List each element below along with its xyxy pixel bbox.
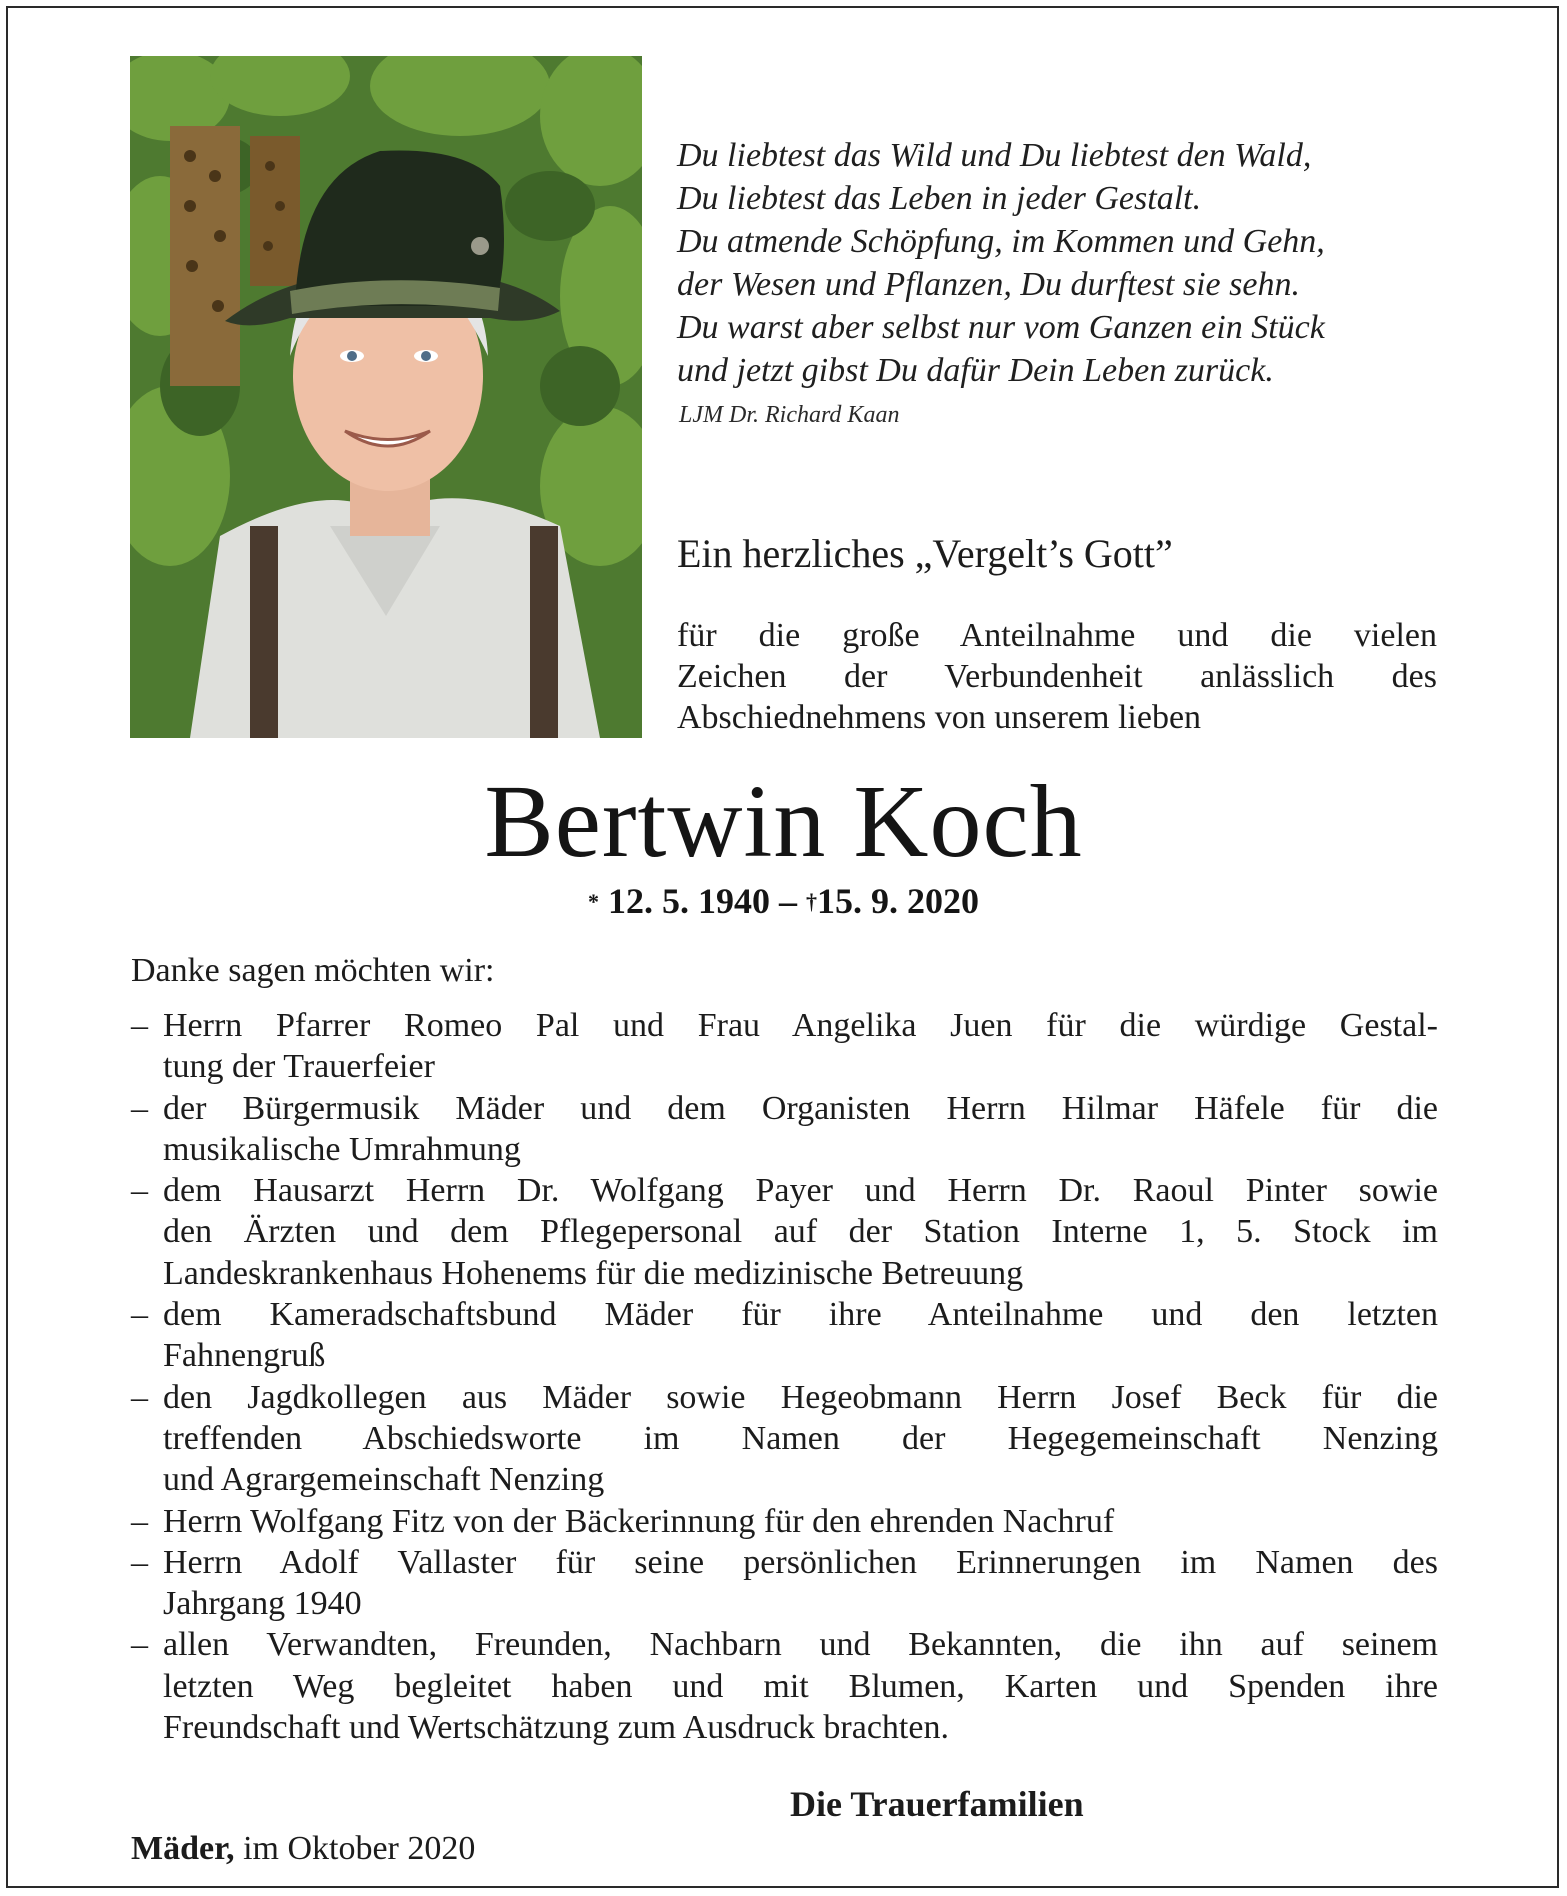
list-dash: – (131, 1378, 148, 1416)
birth-symbol: * (588, 889, 599, 914)
poem-line: Du liebtest das Leben in jeder Gestalt. (677, 180, 1202, 217)
list-item-line: letzten Weg begleitet haben und mit Blumen, Karten und Spenden ihre (163, 1667, 1438, 1705)
list-item-line: Herrn Pfarrer Romeo Pal und Frau Angelika Juen für die würdige Gestal- (163, 1007, 1438, 1044)
list-item-line: allen Verwandten, Freunden, Nachbarn und Bekannten, die ihn auf seinem (163, 1626, 1438, 1664)
thanks-heading: Danke sagen möchten wir: (131, 952, 495, 989)
intro-line: für die große Anteilnahme und die vielen (677, 617, 1437, 654)
place-date-text: im Oktober 2020 (243, 1830, 476, 1867)
poem-line: und jetzt gibst Du dafür Dein Leben zurück. (677, 352, 1274, 389)
poem-line: Du liebtest das Wild und Du liebtest den Wald, (677, 137, 1312, 174)
intro-line: Zeichen der Verbundenheit anlässlich des (677, 658, 1437, 695)
birth-date: 12. 5. 1940 (608, 881, 770, 921)
list-item-line: dem Kameradschaftsbund Mäder für ihre Anteilnahme und den letzten (163, 1296, 1438, 1334)
thanks-list (131, 1005, 1438, 1748)
list-item (131, 1501, 1438, 1542)
poem-line: Du atmende Schöpfung, im Kommen und Gehn, (677, 223, 1325, 260)
list-item (131, 1088, 1438, 1171)
list-item-line: den Ärzten und dem Pflegepersonal auf der Station Interne 1, 5. Stock im (163, 1213, 1438, 1251)
date-separator: – (779, 881, 797, 921)
list-dash: – (131, 1626, 148, 1664)
list-item (131, 1542, 1438, 1625)
list-dash: – (131, 1296, 148, 1334)
place-town: Mäder, (131, 1830, 235, 1867)
list-item-line: den Jagdkollegen aus Mäder sowie Hegeobmann Herrn Josef Beck für die (163, 1378, 1438, 1416)
intro-text (677, 615, 1437, 738)
deceased-name: Bertwin Koch (484, 764, 1083, 879)
list-dash: – (131, 1543, 148, 1581)
list-item-line: Jahrgang 1940 (163, 1585, 362, 1623)
list-item-line: Landeskrankenhaus Hohenems für die medizinische Betreuung (163, 1254, 1024, 1292)
place-date (131, 1830, 475, 1868)
poem (677, 134, 1457, 392)
poem-line: der Wesen und Pflanzen, Du durftest sie sehn. (677, 266, 1300, 303)
thank-you-heading: Ein herzliches „Vergelt’s Gott” (677, 531, 1173, 576)
list-item-line: treffenden Abschiedsworte im Namen der Hegegemeinschaft Nenzing (163, 1419, 1438, 1457)
list-item-line: Fahnengruß (163, 1337, 326, 1375)
list-item-line: Herrn Wolfgang Fitz von der Bäckerinnung für den ehrenden Nachruf (163, 1502, 1115, 1540)
list-item-line: musikalische Umrahmung (163, 1130, 521, 1168)
list-item (131, 1294, 1438, 1377)
list-item (131, 1170, 1438, 1294)
signoff: Die Trauerfamilien (790, 1784, 1084, 1824)
list-item-line: dem Hausarzt Herrn Dr. Wolfgang Payer und Herrn Dr. Raoul Pinter sowie (163, 1172, 1438, 1210)
list-item-line: und Agrargemeinschaft Nenzing (163, 1461, 605, 1499)
list-item (131, 1377, 1438, 1501)
death-symbol: † (806, 889, 817, 914)
list-dash: – (131, 1007, 148, 1044)
list-dash: – (131, 1502, 148, 1540)
death-date: 15. 9. 2020 (817, 881, 979, 921)
portrait-photo (130, 56, 642, 738)
list-dash: – (131, 1089, 148, 1127)
intro-line: Abschiednehmens von unserem lieben (677, 699, 1202, 736)
list-dash: – (131, 1172, 148, 1210)
list-item-line: tung der Trauerfeier (163, 1048, 435, 1086)
list-item (131, 1005, 1438, 1088)
life-dates (0, 880, 1567, 922)
list-item-line: Herrn Adolf Vallaster für seine persönlichen Erinnerungen im Namen des (163, 1543, 1438, 1581)
list-item-line: der Bürgermusik Mäder und dem Organisten Herrn Hilmar Häfele für die (163, 1089, 1438, 1127)
poem-author: LJM Dr. Richard Kaan (679, 402, 900, 428)
poem-line: Du warst aber selbst nur vom Ganzen ein Stück (677, 309, 1325, 346)
list-item (131, 1624, 1438, 1748)
list-item-line: Freundschaft und Wertschätzung zum Ausdruck brachten. (163, 1709, 949, 1747)
